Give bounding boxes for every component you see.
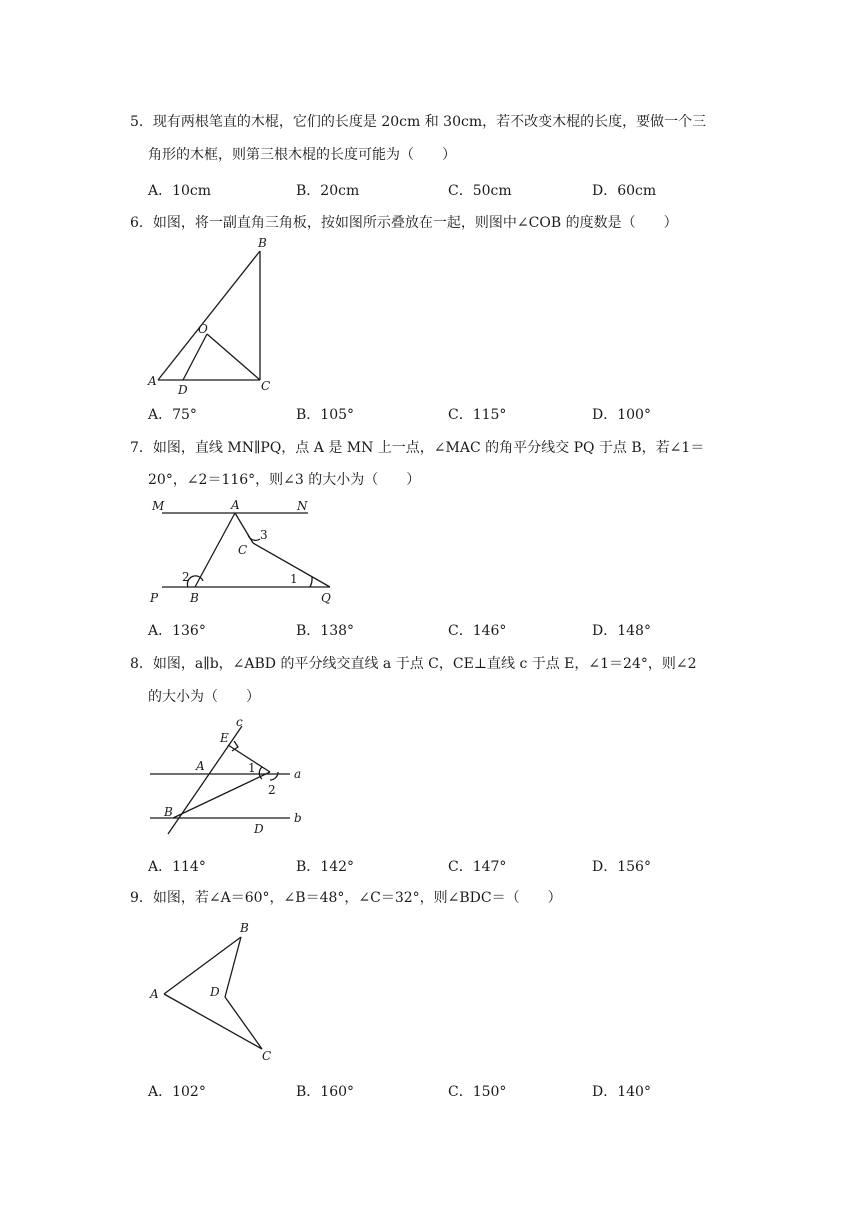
q5-stem-line2: 角形的木框，则第三根木棍的长度可能为（ ）	[148, 147, 456, 163]
q9-line-bd	[225, 937, 241, 997]
q5-option-a[interactable]: A．10cm	[148, 183, 212, 199]
q7-label-a: A	[231, 498, 240, 512]
q7-arc-1	[310, 577, 312, 587]
q6-label-a: A	[148, 374, 157, 388]
q6-label-d: D	[178, 383, 188, 397]
q9-line-dc	[225, 997, 262, 1049]
q6-label-b: B	[258, 236, 267, 250]
q5-option-b[interactable]: B．20cm	[296, 183, 360, 199]
q7-line-ab	[195, 513, 235, 587]
q6-option-b[interactable]: B．105°	[296, 407, 355, 423]
q8-option-a[interactable]: A．114°	[148, 859, 206, 875]
q9-stem-line1: 9．如图，若∠A＝60°，∠B＝48°，∠C＝32°，则∠BDC＝（ ）	[130, 890, 562, 906]
q9-option-b[interactable]: B．160°	[296, 1084, 355, 1100]
q9-line-ab	[164, 937, 241, 994]
q8-label-1: 1	[248, 761, 256, 775]
q8-line-bc	[173, 772, 270, 818]
q9-option-c[interactable]: C．150°	[448, 1084, 507, 1100]
q7-option-a[interactable]: A．136°	[148, 623, 206, 639]
q8-figure	[140, 712, 315, 842]
q5-stem-line1: 5．现有两根笔直的木棍，它们的长度是 20cm 和 30cm，若不改变木棍的长度，要做一个三	[130, 114, 707, 130]
q7-label-p: P	[150, 591, 159, 605]
q5-option-d[interactable]: D．60cm	[592, 183, 657, 199]
q7-label-2: 2	[182, 570, 190, 584]
q8-label-b-point: B	[164, 805, 173, 819]
q8-option-b[interactable]: B．142°	[296, 859, 355, 875]
q9-figure	[140, 915, 290, 1070]
q6-figure	[140, 235, 290, 400]
q9-label-d: D	[210, 985, 220, 999]
q7-label-n: N	[297, 499, 308, 513]
q6-option-c[interactable]: C．115°	[448, 407, 507, 423]
q7-label-c: C	[238, 543, 248, 557]
q8-label-d: D	[254, 822, 264, 836]
q8-stem-line1: 8．如图，a∥b，∠ABD 的平分线交直线 a 于点 C，CE⊥直线 c 于点 E，∠1＝24°，则∠2	[130, 656, 697, 672]
q6-option-d[interactable]: D．100°	[592, 407, 651, 423]
q9-label-a: A	[150, 987, 159, 1001]
q7-figure	[140, 495, 350, 610]
q7-option-c[interactable]: C．146°	[448, 623, 507, 639]
q8-option-d[interactable]: D．156°	[592, 859, 651, 875]
q7-label-q: Q	[321, 591, 331, 605]
q7-stem-line2: 20°，∠2＝116°，则∠3 的大小为（ ）	[148, 472, 421, 488]
q8-label-a-line: a	[294, 767, 302, 781]
q8-label-c: c	[236, 715, 243, 729]
q8-label-2: 2	[268, 783, 276, 797]
q6-line-oc	[207, 334, 260, 380]
q7-label-b: B	[190, 591, 199, 605]
q8-label-a-point: A	[196, 759, 205, 773]
q7-label-m: M	[152, 499, 165, 513]
q7-label-1: 1	[290, 572, 298, 586]
q8-stem-line2: 的大小为（ ）	[148, 689, 260, 705]
q6-option-a[interactable]: A．75°	[148, 407, 197, 423]
q8-right-angle-mark	[232, 741, 238, 751]
q5-option-c[interactable]: C．50cm	[448, 183, 512, 199]
q8-label-e: E	[220, 731, 229, 745]
q6-label-o: O	[198, 322, 208, 336]
q8-arc-1	[259, 767, 262, 779]
q9-label-c: C	[262, 1049, 272, 1063]
q9-option-a[interactable]: A．102°	[148, 1084, 206, 1100]
q6-label-c: C	[261, 379, 271, 393]
q9-label-b: B	[240, 921, 249, 935]
q7-label-3: 3	[260, 528, 268, 542]
q7-stem-line1: 7．如图，直线 MN∥PQ，点 A 是 MN 上一点，∠MAC 的角平分线交 PQ 于点 B，若∠1＝	[130, 440, 705, 456]
q6-line-od	[183, 334, 207, 380]
q8-option-c[interactable]: C．147°	[448, 859, 507, 875]
q7-option-b[interactable]: B．138°	[296, 623, 355, 639]
q7-arc-3	[248, 535, 260, 540]
q6-line-ab	[158, 251, 260, 380]
q7-option-d[interactable]: D．148°	[592, 623, 651, 639]
q6-stem-line1: 6．如图，将一副直角三角板，按如图所示叠放在一起，则图中∠COB 的度数是（ ）	[130, 215, 678, 231]
q8-label-b-line: b	[294, 811, 302, 825]
q9-line-ac	[164, 994, 262, 1049]
q8-arc-2	[270, 772, 278, 780]
q9-option-d[interactable]: D．140°	[592, 1084, 651, 1100]
